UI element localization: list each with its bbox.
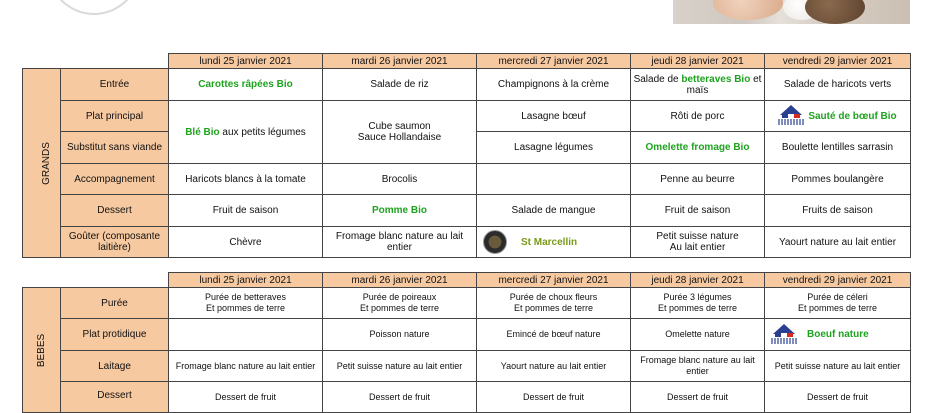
grands-menu-table [22,53,911,258]
cell-puree-thu: Purée 3 légumes Et pommes de terre [631,288,765,319]
viande-de-france-logo-icon [778,105,804,127]
cell-accomp-thu: Penne au beurre [631,164,765,195]
cell-gouter-thu: Petit suisse nature Au lait entier [631,227,765,258]
cell-gouter-wed: St Marcellin [477,227,631,258]
cell-plat-bebes-fri: Boeuf nature [765,319,911,351]
cell-plat-fri: Sauté de bœuf Bio [765,101,911,132]
cell-accomp-mon: Haricots blancs à la tomate [169,164,323,195]
cell-entree-wed: Champignons à la crème [477,69,631,101]
cell-plat-thu: Rôti de porc [631,101,765,132]
day-header-fri: vendredi 29 janvier 2021 [765,54,911,69]
cell-entree-mon: Carottes râpées Bio [169,69,323,101]
cell-dessert-fri: Fruits de saison [765,195,911,227]
cell-entree-tue: Salade de riz [323,69,477,101]
row-label-laitage: Laitage [61,351,169,382]
row-label-dessert: Dessert [61,195,169,227]
cell-substitut-fri: Boulette lentilles sarrasin [765,132,911,164]
school-logo [44,0,144,15]
cell-laitage-tue: Petit suisse nature au lait entier [323,351,477,382]
cell-puree-wed: Purée de choux fleurs Et pommes de terre [477,288,631,319]
row-label-entree: Entrée [61,69,169,101]
cell-dessert-bebes-tue: Dessert de fruit [323,382,477,413]
cell-laitage-wed: Yaourt nature au lait entier [477,351,631,382]
cell-dessert-bebes-mon: Dessert de fruit [169,382,323,413]
day-header-wed-bebes: mercredi 27 janvier 2021 [477,273,631,288]
cell-substitut-wed: Lasagne légumes [477,132,631,164]
cell-dessert-bebes-wed: Dessert de fruit [477,382,631,413]
row-label-gouter: Goûter (composante laitière) [61,227,169,258]
group-label-bebes: BEBES [23,288,61,413]
cell-gouter-mon: Chèvre [169,227,323,258]
row-label-substitut: Substitut sans viande [61,132,169,164]
cell-dessert-wed: Salade de mangue [477,195,631,227]
day-header-tue: mardi 26 janvier 2021 [323,54,477,69]
day-header-tue-bebes: mardi 26 janvier 2021 [323,273,477,288]
cell-puree-fri: Purée de céleri Et pommes de terre [765,288,911,319]
cell-accomp-wed [477,164,631,195]
cell-dessert-thu: Fruit de saison [631,195,765,227]
cell-dessert-bebes-thu: Dessert de fruit [631,382,765,413]
bebes-menu-table [22,272,911,413]
row-label-plat-bebes: Plat protidique [61,319,169,351]
cell-accomp-tue: Brocolis [323,164,477,195]
day-header-mon-bebes: lundi 25 janvier 2021 [169,273,323,288]
group-label-grands: GRANDS [23,69,61,258]
viande-de-france-logo-icon [771,324,797,346]
cell-plat-wed: Lasagne bœuf [477,101,631,132]
day-header-mon: lundi 25 janvier 2021 [169,54,323,69]
cell-laitage-fri: Petit suisse nature au lait entier [765,351,911,382]
cell-laitage-mon: Fromage blanc nature au lait entier [169,351,323,382]
header-photo [673,0,910,24]
cell-accomp-fri: Pommes boulangère [765,164,911,195]
row-label-dessert-bebes: Dessert [61,382,169,413]
cell-gouter-tue: Fromage blanc nature au lait entier [323,227,477,258]
cell-puree-tue: Purée de poireaux Et pommes de terre [323,288,477,319]
row-label-accomp: Accompagnement [61,164,169,195]
day-header-fri-bebes: vendredi 29 janvier 2021 [765,273,911,288]
cell-dessert-mon: Fruit de saison [169,195,323,227]
cell-plat-bebes-mon [169,319,323,351]
day-header-thu: jeudi 28 janvier 2021 [631,54,765,69]
day-header-thu-bebes: jeudi 28 janvier 2021 [631,273,765,288]
cell-substitut-thu: Omelette fromage Bio [631,132,765,164]
day-header-wed: mercredi 27 janvier 2021 [477,54,631,69]
row-label-plat: Plat principal [61,101,169,132]
cell-plat-tue: Cube saumon Sauce Hollandaise [323,101,477,164]
cell-entree-fri: Salade de haricots verts [765,69,911,101]
cell-dessert-tue: Pomme Bio [323,195,477,227]
cell-dessert-bebes-fri: Dessert de fruit [765,382,911,413]
cell-laitage-thu: Fromage blanc nature au lait entier [631,351,765,382]
cell-plat-mon: Blé Bio aux petits légumes [169,101,323,164]
aop-cheese-logo-icon [483,230,507,254]
cell-entree-thu: Salade de betteraves Bio et maïs [631,69,765,101]
cell-plat-bebes-wed: Emincé de bœuf nature [477,319,631,351]
row-label-puree: Purée [61,288,169,319]
cell-plat-bebes-tue: Poisson nature [323,319,477,351]
cell-gouter-fri: Yaourt nature au lait entier [765,227,911,258]
cell-plat-bebes-thu: Omelette nature [631,319,765,351]
cell-puree-mon: Purée de betteraves Et pommes de terre [169,288,323,319]
